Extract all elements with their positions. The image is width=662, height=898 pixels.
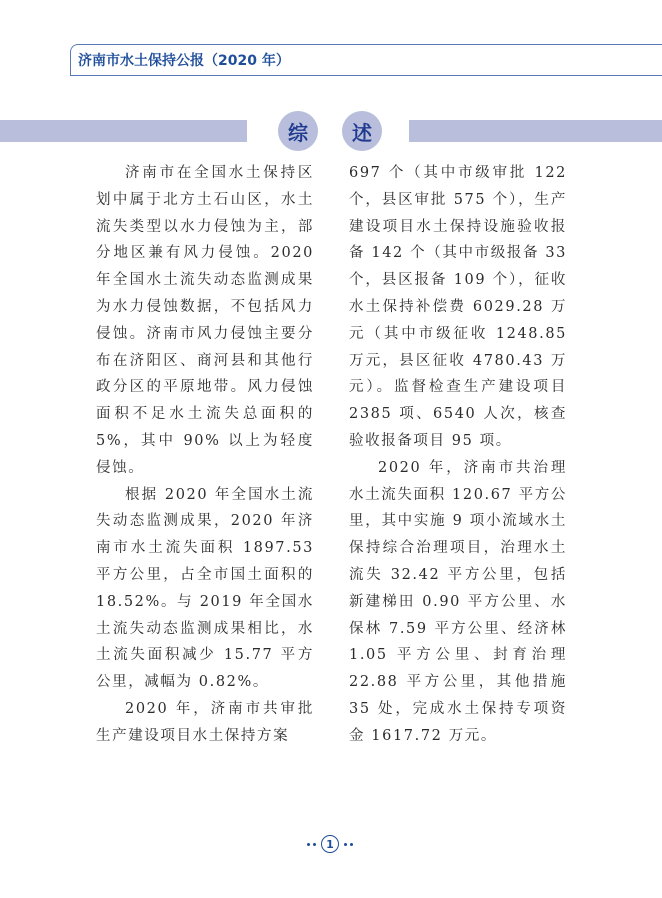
right-column: [349, 160, 567, 750]
title-band-left: [0, 120, 247, 142]
section-title-char-1: 综: [278, 111, 318, 151]
title-band-right: [409, 120, 662, 142]
paragraph-approval: 2020 年，济南市共审批生产建设项目水土保持方案: [96, 700, 314, 744]
footer-dot-icon: [350, 843, 353, 846]
page-number: 1: [321, 835, 339, 853]
left-column: [96, 160, 314, 750]
page-footer: [300, 834, 360, 854]
paragraph-monitoring: 根据 2020 年全国水土流失动态监测成果，2020 年济南市水土流失面积 1897.53 平方公里，占全市国土面积的 18.52%。与 2019 年全国水土流失动态监测成果相比，水土流失面积减少 15.77 平方公里，减幅为 0.82%。: [96, 486, 314, 691]
page-header-title: 济南市水土保持公报（2020 年）: [78, 53, 290, 69]
paragraph-overview: 济南市在全国水土保持区划中属于北方土石山区，水土流失类型以水力侵蚀为主，部分地区兼有风力侵蚀。2020 年全国水土流失动态监测成果为水力侵蚀数据，不包括风力侵蚀。济南市风力侵蚀主要分布在济阳区、商河县和其他行政分区的平原地带。风力侵蚀面积不足水土流失总面积的 5%，其中 90% 以上为轻度侵蚀。: [96, 165, 314, 476]
section-title-char-2: 述: [342, 111, 382, 151]
footer-dot-icon: [307, 843, 310, 846]
paragraph-approval-continued: 697 个（其中市级审批 122 个，县区审批 575 个），生产建设项目水土保持设施验收报备 142 个（其中市级报备 33 个，县区报备 109 个），征收水土保持补偿费 6029.28 万元（其中市级征收 1248.85 万元，县区征收 4780.43 万元）。监督检查生产建设项目 2385 项、6540 人次，核查验收报备项目 95 项。: [349, 165, 567, 449]
footer-dot-icon: [313, 843, 316, 846]
footer-dot-icon: [344, 843, 347, 846]
paragraph-treatment: 2020 年，济南市共治理水土流失面积 120.67 平方公里，其中实施 9 项小流域水土保持综合治理项目，治理水土流失 32.42 平方公里，包括新建梯田 0.90 平方公里、水保林 7.59 平方公里、经济林 1.05 平方公里、封育治理 22.88 平方公里，其他措施 35 处，完成水土保持专项资金 1617.72 万元。: [349, 459, 567, 744]
